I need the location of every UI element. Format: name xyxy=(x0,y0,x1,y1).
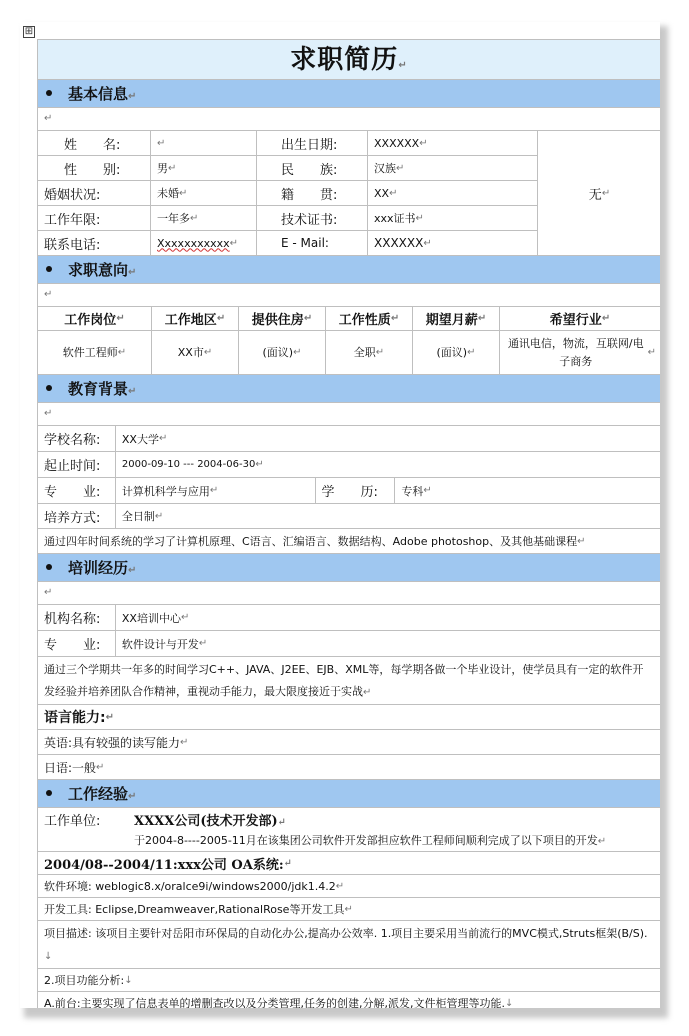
value-ethnicity: 汉族 ↵ xyxy=(374,162,405,175)
edu-summary: 通过四年时间系统的学习了计算机原理、C语言、汇编语言、数据结构、Adobe photoshop、及其他基础课程 ↵ xyxy=(37,529,660,554)
label-org: 机构名称: xyxy=(38,605,116,630)
label-ethnicity: 民 族: xyxy=(257,156,368,180)
intent-value: 通讯电信，物流，互联网/电子商务 ↵ xyxy=(507,336,656,368)
label-years: 工作年限: xyxy=(38,206,151,230)
intent-value: 全职 ↵ xyxy=(326,331,413,374)
section-job-intent: 求职意向↵ xyxy=(37,256,660,284)
project-env: 软件环境: weblogic8.x/oralce9i/windows2000/jdk1.4.2 ↵ xyxy=(37,875,660,898)
train-org-row xyxy=(37,605,660,631)
intent-value: 软件工程师 ↵ xyxy=(38,331,152,374)
blank-row: ↵ xyxy=(37,284,660,307)
basic-info-grid xyxy=(37,131,660,256)
resume-table xyxy=(37,39,660,1008)
value-email: XXXXXX ↵ xyxy=(374,236,432,250)
work-summary: 于2004-8----2005-11月在该集团公司软件开发部担应软件工程师间顺利完成了以下项目的开发↵ xyxy=(134,834,607,847)
intent-header: 工作岗位 ↵ xyxy=(38,307,152,330)
intent-header: 希望行业 ↵ xyxy=(549,313,611,328)
label-train-major: 专 业: xyxy=(38,631,116,656)
lang-english: 英语:具有较强的读写能力 ↵ xyxy=(37,730,660,755)
work-unit-block xyxy=(37,808,660,852)
value-major: 计算机科学与应用 ↵ xyxy=(116,478,316,503)
value-birth: XXXXXX ↵ xyxy=(374,136,428,150)
edu-mode-row xyxy=(37,504,660,529)
value-degree: 专科 ↵ xyxy=(401,484,432,498)
value-years: 一年多 ↵ xyxy=(151,206,257,230)
label-certificate: 技术证书: xyxy=(257,206,368,230)
value-certificate: xxx证书 ↵ xyxy=(374,212,424,225)
blank-row: ↵ xyxy=(37,403,660,426)
train-major-row xyxy=(37,631,660,657)
label-major: 专 业: xyxy=(38,478,116,503)
bullet-icon xyxy=(46,790,52,796)
label-work-unit: 工作单位: xyxy=(44,814,101,829)
intent-value: (面议) ↵ xyxy=(413,331,500,374)
project-desc: 项目描述: 该项目主要针对岳阳市环保局的自动化办公,提高办公效率. 1.项目主要采用当前流行的MVC模式,Struts框架(B/S). ↓ xyxy=(37,921,660,969)
edu-school-row xyxy=(37,426,660,452)
bullet-icon xyxy=(46,90,52,96)
edu-period-row xyxy=(37,452,660,478)
label-name: 姓 名: xyxy=(38,131,151,155)
label-phone: 联系电话: xyxy=(38,231,151,255)
info-row xyxy=(38,181,537,206)
intent-header: 工作性质 ↵ xyxy=(326,307,413,330)
section-education: 教育背景↵ xyxy=(37,375,660,403)
work-company: XXXX公司(技术开发部)↵ xyxy=(134,814,287,829)
value-school: XX大学 ↵ xyxy=(121,432,168,446)
edu-major-row xyxy=(37,478,660,504)
section-work: 工作经验↵ xyxy=(37,780,660,808)
blank-row: ↵ xyxy=(37,108,660,131)
value-phone: Xxxxxxxxxxx ↵ xyxy=(151,231,257,255)
label-marital: 婚姻状况: xyxy=(38,181,151,205)
info-row xyxy=(38,131,537,156)
photo-cell: 无 ↵ xyxy=(537,131,660,256)
project-part-a: A.前台:主要实现了信息表单的增删查改以及分类管理,任务的创建,分解,派发,文件柜管理等功能. ↓ xyxy=(37,992,660,1008)
section-basic-info: 基本信息↵ xyxy=(37,80,660,108)
info-row xyxy=(38,231,537,256)
value-period: 2000-09-10 --- 2004-06-30 ↵ xyxy=(121,459,264,470)
label-gender: 性 别: xyxy=(38,156,151,180)
intent-header: 提供住房 ↵ xyxy=(239,307,326,330)
train-desc: 通过三个学期共一年多的时间学习C++、JAVA、J2EE、EJB、XML等，每学期各做一个毕业设计，使学员具有一定的软件开发经验并培养团队合作精神，重视动手能力，最大限度接近于实战↵ xyxy=(37,657,660,705)
project-title: 2004/08--2004/11:xxx公司 OA系统: ↵ xyxy=(37,852,660,875)
value-org: XX培训中心 ↵ xyxy=(121,611,190,625)
label-degree: 学 历: xyxy=(316,478,396,503)
value-origin: XX ↵ xyxy=(374,186,398,200)
table-move-handle-icon[interactable]: ⊞ xyxy=(24,26,34,37)
lang-japanese: 日语:一般 ↵ xyxy=(37,755,660,780)
label-school: 学校名称: xyxy=(38,426,116,451)
label-mode: 培养方式: xyxy=(38,504,116,528)
bullet-icon xyxy=(46,564,52,570)
intent-header: 工作地区 ↵ xyxy=(152,307,239,330)
info-row xyxy=(38,156,537,181)
value-name: ↵ xyxy=(151,131,257,155)
document-page[interactable] xyxy=(20,22,660,1008)
info-row xyxy=(38,206,537,231)
label-origin: 籍 贯: xyxy=(257,181,368,205)
value-gender: 男 ↵ xyxy=(151,156,257,180)
label-birth: 出生日期: xyxy=(257,131,368,155)
bullet-icon xyxy=(46,385,52,391)
project-analysis: 2.项目功能分析: ↓ xyxy=(37,969,660,992)
intent-header: 期望月薪 ↵ xyxy=(413,307,500,330)
value-marital: 未婚 ↵ xyxy=(151,181,257,205)
label-period: 起止时间: xyxy=(38,452,116,477)
bullet-icon xyxy=(46,266,52,272)
intent-header-row xyxy=(37,307,660,331)
section-training: 培训经历↵ xyxy=(37,554,660,582)
value-train-major: 软件设计与开发 ↵ xyxy=(121,637,208,651)
label-email: E - Mail: xyxy=(257,231,368,255)
value-mode: 全日制 ↵ xyxy=(121,510,164,523)
project-tools: 开发工具: Eclipse,Dreamweaver,RationalRose等开发工具 ↵ xyxy=(37,898,660,921)
intent-value: (面议) ↵ xyxy=(239,331,326,374)
intent-value-row xyxy=(37,331,660,375)
intent-value: XX市 ↵ xyxy=(152,331,239,374)
page-title: 求职简历↵ xyxy=(37,39,660,80)
blank-row: ↵ xyxy=(37,582,660,605)
lang-heading: 语言能力: ↵ xyxy=(37,705,660,730)
